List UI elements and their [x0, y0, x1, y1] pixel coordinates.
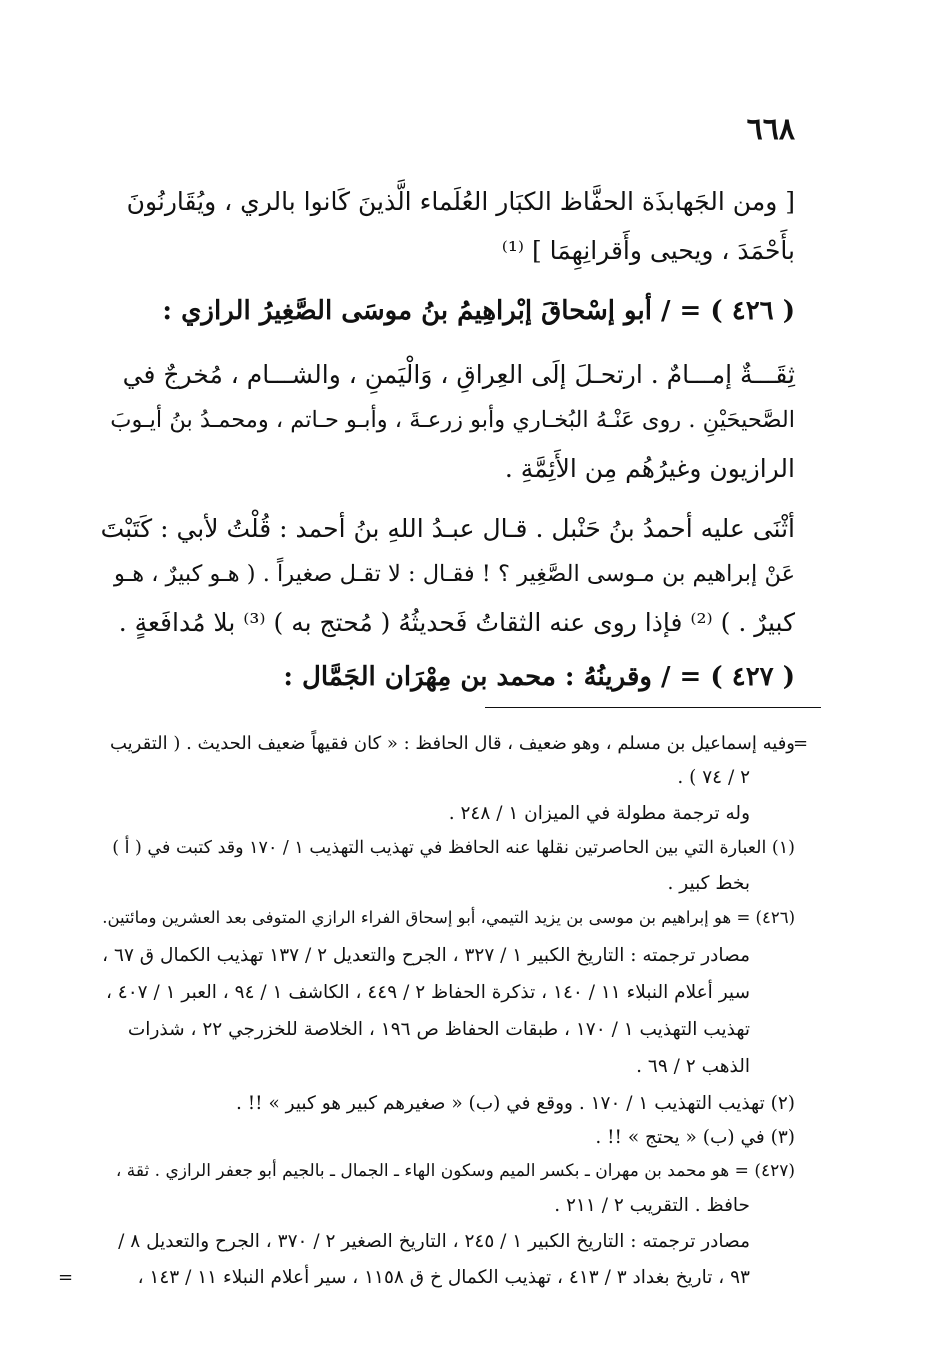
entry-426-para2-line: أثْنَى عليه أحمدُ بنُ حَنْبل . قـال عبـدُ اللهِ بنُ أحمد : قُلْتُ لأبي : كَتَبْتَ — [100, 514, 795, 543]
footnote-2: (٢) تهذيب التهذيب ١ / ١٧٠ . ووقع في (ب) « صغيرهم كبير هو كبير » !! . — [235, 1093, 795, 1114]
entry-426-para1-line: الرازيون وغيرُهُم مِن الأَئِمَّةِ . — [504, 454, 795, 483]
entry-426-para2-line: كبيرٌ . ) ⁽²⁾ فإذا روى عنه الثقاتُ فَحديثُهُ ( مُحتج به ) ⁽³⁾ بلا مُدافَعةٍ . — [118, 608, 795, 637]
footnote-separator — [485, 707, 821, 708]
footnote-3: (٣) في (ب) « يحتج » !! . — [595, 1127, 795, 1148]
footnote-426-sources-line: الذهب ٢ / ٦٩ . — [636, 1056, 750, 1077]
footnote-1-line: بخط كبير . — [667, 873, 750, 894]
continuation-mark: = — [58, 1267, 74, 1288]
footnote-427-sources-line: ٩٣ ، تاريخ بغداد ٣ / ٤١٣ ، تهذيب الكمال خ ق ١١٥٨ ، سير أعلام النبلاء ١١ / ١٤٣ ، — [137, 1267, 750, 1288]
footnote-426-sources-line: مصادر ترجمته : التاريخ الكبير ١ / ٣٢٧ ، الجرح والتعديل ٢ / ١٣٧ تهذيب الكمال ق ٦٧ ، — [102, 945, 750, 966]
intro-line-1: [ ومن الجَهابذَة الحفَّاظ الكبَار العُلَماء الَّذينَ كَانوا بالري ، ويُقَارنُونَ — [126, 187, 795, 216]
entry-426-heading: ( ٤٢٦ ) = / أبو إسْحاقَ إبْراهِيمُ بنُ موسَى الصَّغِيرُ الرازي : — [162, 296, 795, 326]
intro-line-2: بأَحْمَدَ ، ويحيى وأَقرانِهِمَا ] ⁽¹⁾ — [501, 236, 795, 265]
footnote-426-sources-line: سير أعلام النبلاء ١١ / ١٤٠ ، تذكرة الحفاظ ٢ / ٤٤٩ ، الكاشف ١ / ٩٤ ، العبر ١ / ٤٠٧ ، — [105, 982, 750, 1003]
entry-427-heading: ( ٤٢٧ ) = / وقرينُهُ : محمد بن مِهْرَان الجَمَّال : — [283, 662, 795, 692]
footnote-1-line: (١) العبارة التي بين الحاصرتين نقلها عنه الحافظ في تهذيب التهذيب ١ / ١٧٠ وقد كتبت في ( أ ) — [112, 838, 795, 858]
entry-426-para1-line: ثِقَـــةٌ إمـــامٌ . ارتحـلَ إلَى العِراقِ ، وَالْيَمنِ ، والشـــام ، مُخرجٌ في — [122, 360, 795, 389]
entry-426-para2-line: عَنْ إبراهيم بن مـوسى الصَّغِير ؟ ! فقـال : لا تقـل صغيراً . ( هـو كبيرٌ ، هـو — [114, 561, 795, 587]
footnote-427-sources-line: مصادر ترجمته : التاريخ الكبير ١ / ٢٤٥ ، التاريخ الصغير ٢ / ٣٧٠ ، الجرح والتعديل ٨ / — [118, 1231, 750, 1252]
footnote-427-line: (٤٢٧) = هو محمد بن مهران ـ بكسر الميم وسكون الهاء ـ الجمال ـ بالجيم أبو جعفر الرازي . ثقة ، — [115, 1161, 795, 1181]
continuation-mark: = — [793, 733, 809, 754]
footnote-426-sources-line: تهذيب التهذيب ١ / ١٧٠ ، طبقات الحفاظ ص ١٩٦ ، الخلاصة للخزرجي ٢٢ ، شذرات — [127, 1019, 750, 1040]
footnote-mizan: وله ترجمة مطولة في الميزان ١ / ٢٤٨ . — [448, 803, 750, 824]
footnote-426: (٤٢٦) = هو إبراهيم بن موسى بن يزيد التيمي، أبو إسحاق الفراء الرازي المتوفى بعد العشرين ومائتين. — [102, 908, 795, 927]
footnote-cont-line: وفيه إسماعيل بن مسلم ، وهو ضعيف ، قال الحافظ : « كان فقيهاً ضعيف الحديث . ( التقريب — [109, 733, 795, 754]
footnote-427-line: حافظ . التقريب ٢ / ٢١١ . — [554, 1195, 750, 1216]
footnote-cont-line: ٢ / ٧٤ ) . — [677, 767, 750, 788]
entry-426-para1-line: الصَّحيحَيْنِ . روى عَنْـهُ البُخـاري وأبو زرعـةَ ، وأبـو حـاتم ، ومحمـدُ بنُ أيـوبَ — [110, 407, 795, 433]
page-number: ٦٦٨ — [746, 112, 795, 147]
